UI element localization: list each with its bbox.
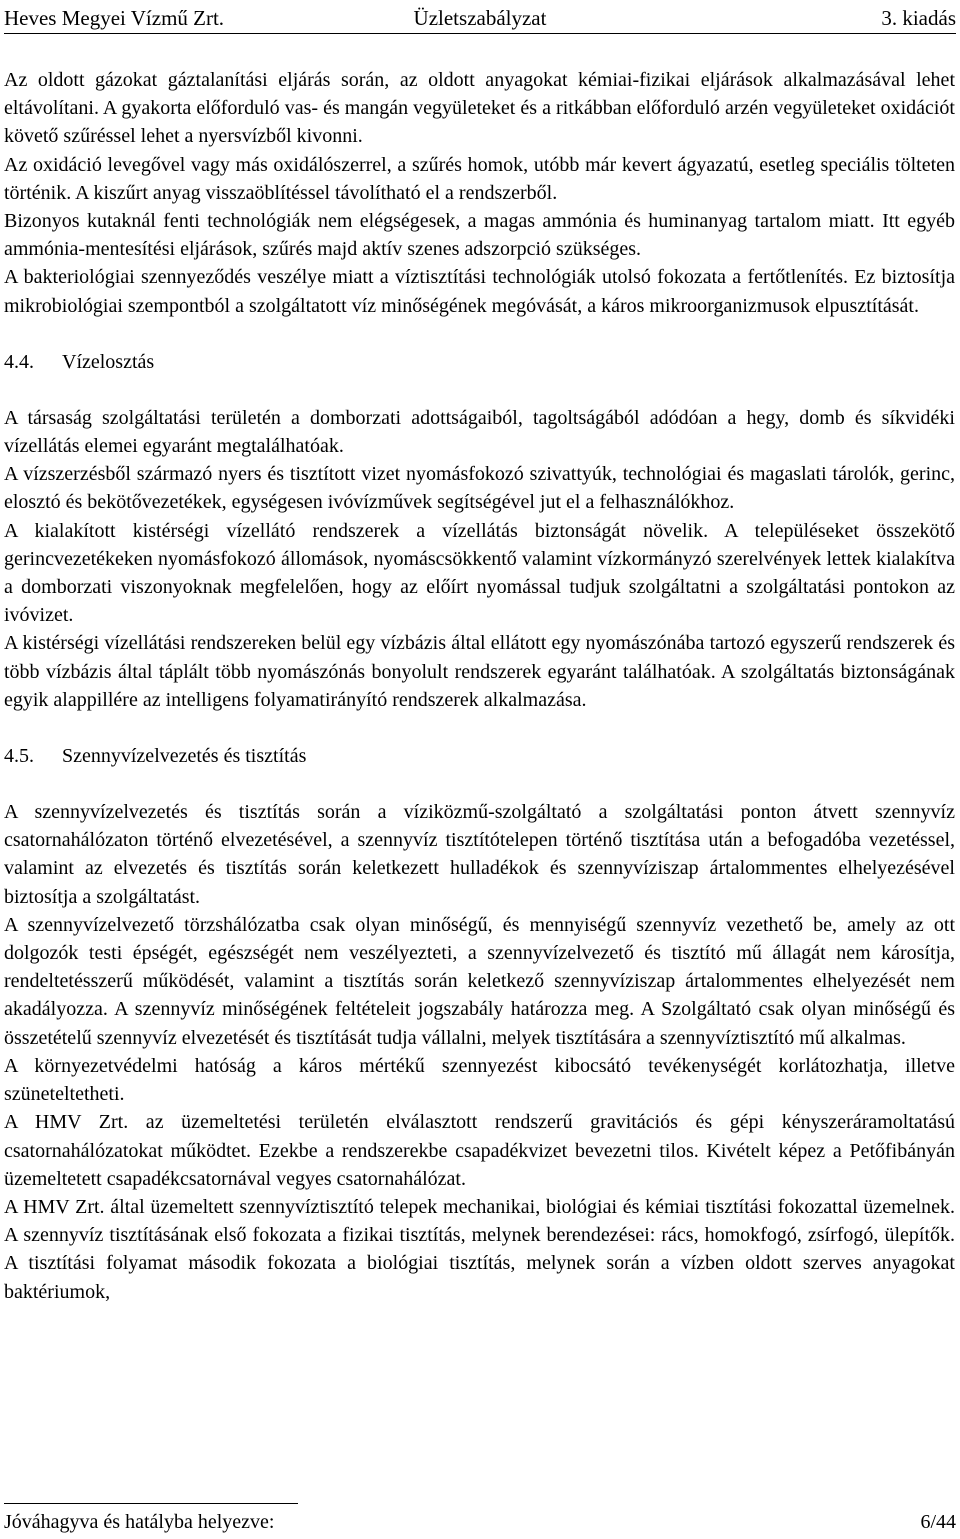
section-number: 4.4. xyxy=(4,350,34,373)
footer-approval-label: Jóváhagyva és hatályba helyezve: xyxy=(4,1511,275,1533)
body-paragraph: A környezetvédelmi hatóság a káros mértékű szennyezést kibocsátó tevékenységét korlátozhatja, illetve szüneteltetheti. xyxy=(4,1054,955,1106)
section-title: Vízelosztás xyxy=(62,350,155,373)
body-paragraph: A szennyvízelvezetés és tisztítás során a víziközmű-szolgáltató a szolgáltatási ponton átvett szennyvíz csatornahálózaton történő elvezetésével, a szennyvíz tisztítótelepen történő tisztítása után a befogadóba vezetéssel, valamint az elvezetés és tisztítás során keletkezett hulladékok és szennyvíziszap ártalommentes elhelyezésével biztosítja a szolgáltatást. xyxy=(4,801,955,908)
body-paragraph: A HMV Zrt. által üzemeltett szennyvíztisztító telepek mechanikai, biológiai és kémiai tisztítási fokozattal üzemelnek. A szennyvíz tisztításának első fokozata a fizikai tisztítás, melynek berendezései: rács, homokfogó, zsírfogó, ülepítők. A tisztítási folyamat második fokozata a biológiai tisztítás, melynek során a vízben oldott szerves anyagokat baktériumok, xyxy=(4,1195,955,1303)
body-paragraph: A társaság szolgáltatási területén a domborzati adottságaiból, tagoltságából adódóan a hegy, domb és síkvidéki vízellátás elemei egyaránt megtalálhatóak. xyxy=(4,406,955,458)
body-paragraph: Az oxidáció levegővel vagy más oxidálószerrel, a szűrés homok, utóbb már kevert ágyazatú, esetleg speciális tölteten történik. A kiszűrt anyag visszaöblítéssel távolítható el a rendszerből. xyxy=(4,153,955,204)
page-number: 6/44 xyxy=(920,1511,956,1533)
section-title: Szennyvízelvezetés és tisztítás xyxy=(62,745,307,768)
body-paragraph: A HMV Zrt. az üzemeltetési területén elválasztott rendszerű gravitációs és gépi kényszeráramoltatású csatornahálózatokat működtet. Ezekbe a rendszerekbe csapadékvizet bevezetni tilos. Kivételt képez a Petőfibányán üzemeltetett csapadékcsatornával vegyes csatornahálózat. xyxy=(4,1111,955,1190)
body-paragraph: A bakteriológiai szennyeződés veszélye miatt a víztisztítási technológiák utolsó fokozata a fertőtlenítés. Ez biztosítja mikrobiológiai szempontból a szolgáltatott víz minőségének megóvását, a káros mikroorganizmusok elpusztítását. xyxy=(4,266,955,317)
document-body xyxy=(4,66,955,1306)
body-paragraph: A kialakított kistérségi vízellátó rendszerek a vízellátás biztonságát növelik. A településeket összekötő gerincvezetékeken nyomásfokozó állomások, nyomáscsökkentő valamint vízkormányzó szerelvények lettek kialakítva a domborzati viszonyoknak megfelelően, hogy az előírt nyomással tudjuk szolgáltatni a szolgáltatási pontokon az ivóvizet. xyxy=(4,519,955,627)
body-paragraph: A vízszerzésből származó nyers és tisztított vizet nyomásfokozó szivattyúk, technológiai és magaslati tárolók, gerinc, elosztó és bekötővezetékek, egységesen ivóvízművek segítségével jut el a felhasználókhoz. xyxy=(4,463,955,514)
header-divider xyxy=(4,33,956,34)
section-heading-4-4 xyxy=(4,348,955,376)
page-footer xyxy=(4,1509,956,1535)
body-paragraph: A szennyvízelvezető törzshálózatba csak olyan minőségű, és mennyiségű szennyvíz vezethető be, amely az ott dolgozók testi épségét, egészségét nem veszélyezteti, a szennyvízelvezető és tisztító mű állagát nem károsítja, rendeltetésszerű működését, valamint a tisztítás során keletkező szennyvíziszap ártalommentes elhelyezését nem akadályozza. A szennyvíz minőségének feltételeit jogszabály határozza meg. A Szolgáltató csak olyan minőségű és összetételű szennyvíz elvezetését és tisztítását tudja vállalni, melyek tisztítására a szennyvíztisztító mű alkalmas. xyxy=(4,913,955,1049)
body-paragraph: Az oldott gázokat gáztalanítási eljárás során, az oldott anyagokat kémiai-fizikai eljárások alkalmazásával lehet eltávolítani. A gyakorta előforduló vas- és mangán vegyületeket és a ritkábban előforduló arzén vegyületeket oxidációt követő szűréssel lehet a nyersvízből kivonni. xyxy=(4,69,955,148)
footer-divider xyxy=(4,1503,298,1504)
body-paragraph: Bizonyos kutaknál fenti technológiák nem elégségesek, a magas ammónia és huminanyag tartalom miatt. Itt egyéb ammónia-mentesítési eljárások, szűrés majd aktív szenes adszorpció szükséges. xyxy=(4,210,955,261)
section-number: 4.5. xyxy=(4,745,34,768)
page-header xyxy=(4,3,956,33)
body-paragraph: A kistérségi vízellátási rendszereken belül egy vízbázis által ellátott egy nyomászónába tartozó egyszerű rendszerek és több vízbázis által táplált több nyomászónás bonyolult rendszerek egyaránt találhatóak. A szolgáltatás biztonságának egyik alappillére az intelligens folyamatirányító rendszerek alkalmazása. xyxy=(4,632,955,711)
header-document-title: Üzletszabályzat xyxy=(413,6,547,30)
section-heading-4-5 xyxy=(4,742,955,770)
header-company: Heves Megyei Vízmű Zrt. xyxy=(4,6,225,30)
header-edition: 3. kiadás xyxy=(881,6,956,30)
